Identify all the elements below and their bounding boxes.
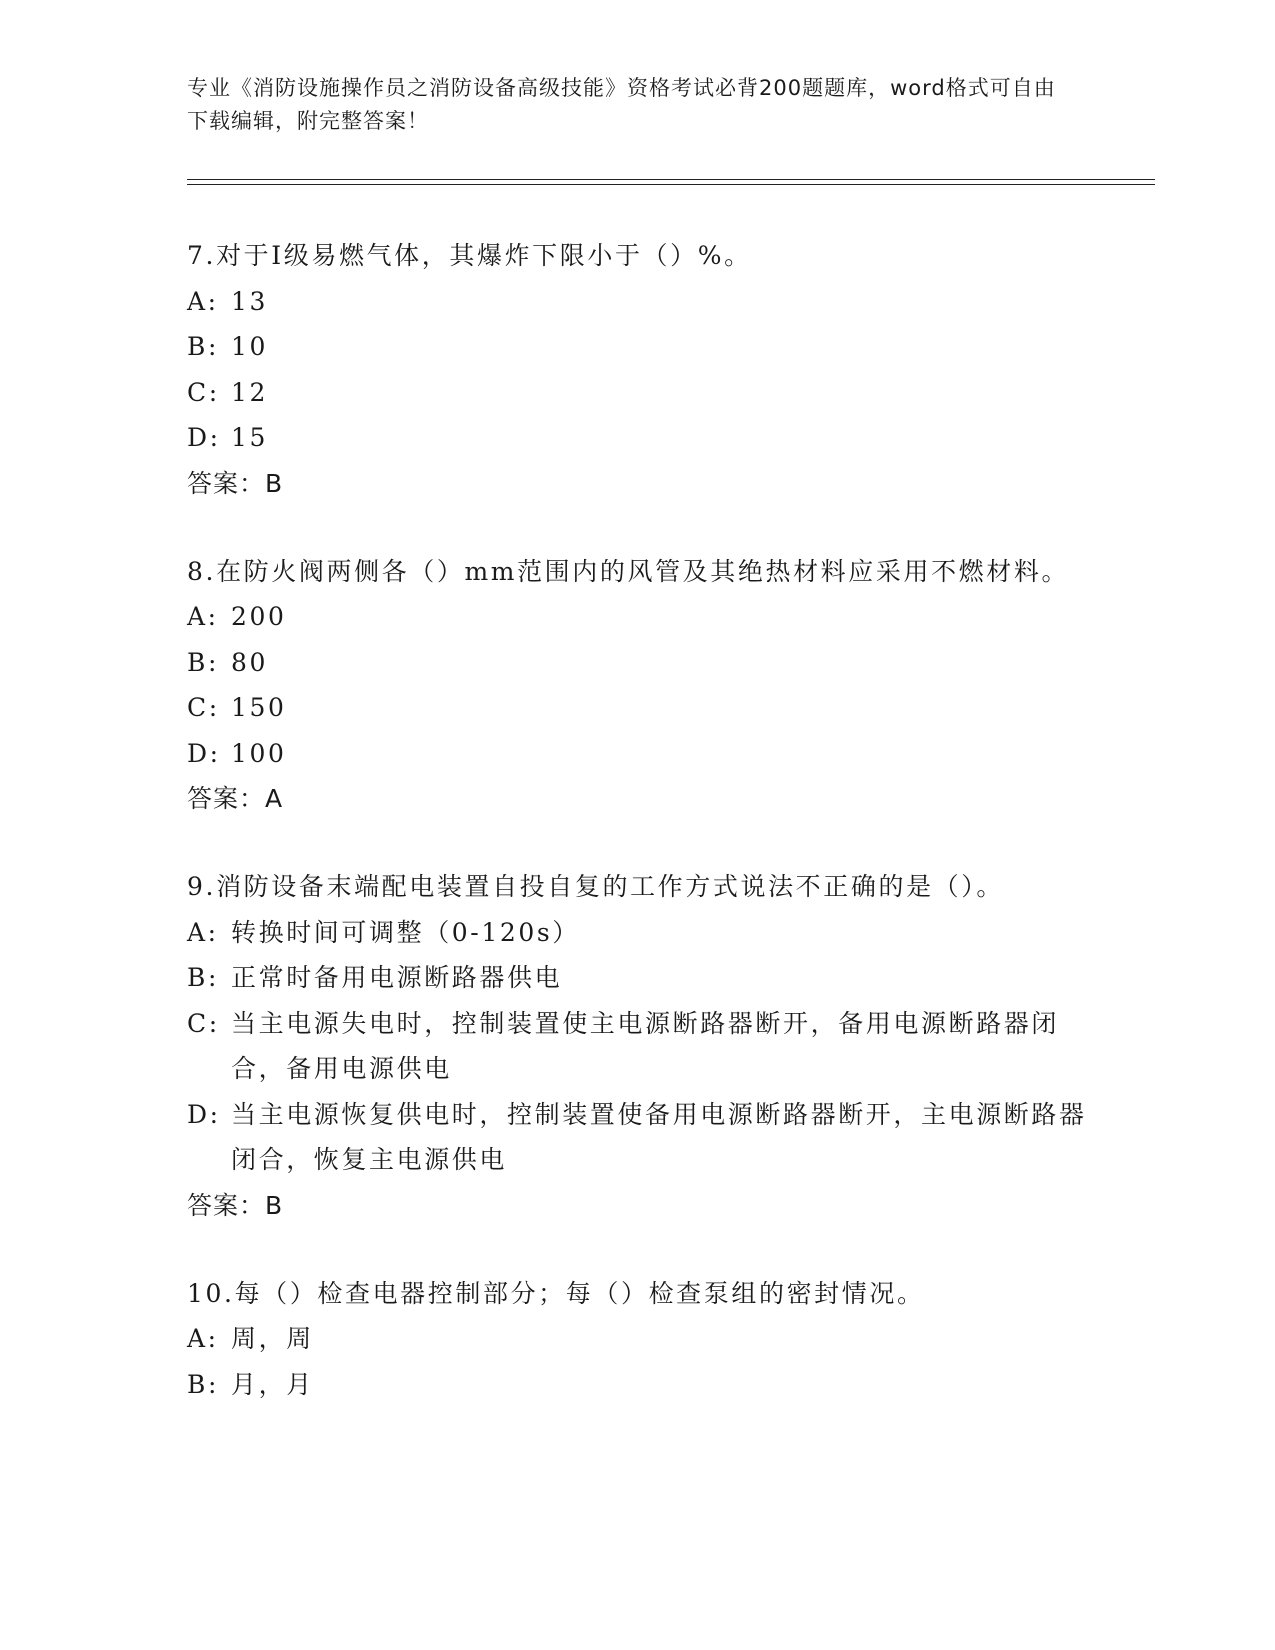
option-c — [187, 685, 1087, 731]
option-a — [187, 910, 1087, 956]
option-letter: B: — [187, 647, 219, 677]
option-letter: D: — [187, 738, 221, 768]
option-text: 13 — [231, 286, 269, 316]
answer-line: 答案：B — [187, 468, 284, 498]
question-number: 7. — [187, 241, 217, 270]
question-7 — [187, 233, 1087, 506]
option-letter: D: — [187, 423, 221, 452]
question-text — [187, 864, 1087, 910]
option-text: 当主电源失电时，控制装置使主电源断路器断开，备用电源断路器闭合，备用电源供电 — [231, 1008, 1060, 1083]
document-header — [187, 72, 1067, 138]
option-text: 正常时备用电源断路器供电 — [231, 963, 563, 992]
option-text: 月，月 — [231, 1369, 314, 1399]
option-letter: A: — [187, 602, 219, 631]
option-b — [187, 640, 1087, 686]
option-text: 10 — [231, 332, 269, 361]
option-text: 周，周 — [231, 1324, 314, 1353]
question-stem: 在防火阀两侧各（）mm范围内的风管及其绝热材料应采用不燃材料。 — [216, 556, 1070, 586]
option-c — [187, 1001, 1087, 1092]
header-rule-top — [187, 179, 1155, 180]
option-text: 100 — [231, 738, 287, 768]
question-stem: 对于Ⅰ级易燃气体，其爆炸下限小于（）%。 — [216, 241, 752, 270]
option-d — [187, 1092, 1087, 1183]
option-letter: B: — [187, 963, 219, 992]
option-letter: C: — [187, 1008, 220, 1038]
question-text — [187, 233, 1087, 279]
question-list — [187, 233, 1087, 1450]
header-rule-bottom — [187, 184, 1155, 185]
option-letter: C: — [187, 377, 220, 407]
answer-line: 答案：A — [187, 784, 284, 813]
question-9 — [187, 864, 1087, 1228]
option-d — [187, 415, 1087, 461]
header-intro: 专业《消防设施操作员之消防设备高级技能》资格考试必背200题题库，word格式可自由下载编辑，附完整答案！ — [187, 76, 1056, 133]
option-a — [187, 1316, 1087, 1362]
question-text — [187, 549, 1087, 595]
option-text: 转换时间可调整（0-120s） — [231, 917, 580, 947]
option-text: 15 — [231, 423, 269, 452]
option-b — [187, 1362, 1087, 1408]
question-number: 9. — [187, 872, 217, 901]
question-8 — [187, 549, 1087, 822]
question-text — [187, 1271, 1087, 1317]
option-letter: B: — [187, 1369, 219, 1399]
option-letter: B: — [187, 332, 219, 361]
question-number: 10. — [187, 1278, 235, 1308]
option-letter: A: — [187, 1324, 219, 1353]
option-b — [187, 324, 1087, 370]
answer-line: 答案：B — [187, 1190, 284, 1220]
option-b — [187, 955, 1087, 1001]
option-text: 200 — [231, 602, 287, 631]
option-letter: D: — [187, 1099, 221, 1129]
option-text: 80 — [231, 647, 269, 677]
question-10 — [187, 1271, 1087, 1408]
option-text: 12 — [231, 377, 269, 407]
option-c — [187, 370, 1087, 416]
option-letter: C: — [187, 693, 220, 722]
option-text: 当主电源恢复供电时，控制装置使备用电源断路器断开，主电源断路器闭合，恢复主电源供电 — [231, 1099, 1087, 1174]
option-d — [187, 731, 1087, 777]
question-number: 8. — [187, 556, 217, 586]
question-stem: 每（）检查电器控制部分；每（）检查泵组的密封情况。 — [234, 1278, 925, 1308]
question-stem: 消防设备末端配电装置自投自复的工作方式说法不正确的是（）。 — [216, 872, 1004, 901]
option-text: 150 — [231, 693, 287, 722]
option-letter: A: — [187, 917, 219, 947]
option-a — [187, 279, 1087, 325]
option-a — [187, 594, 1087, 640]
option-letter: A: — [187, 286, 219, 316]
